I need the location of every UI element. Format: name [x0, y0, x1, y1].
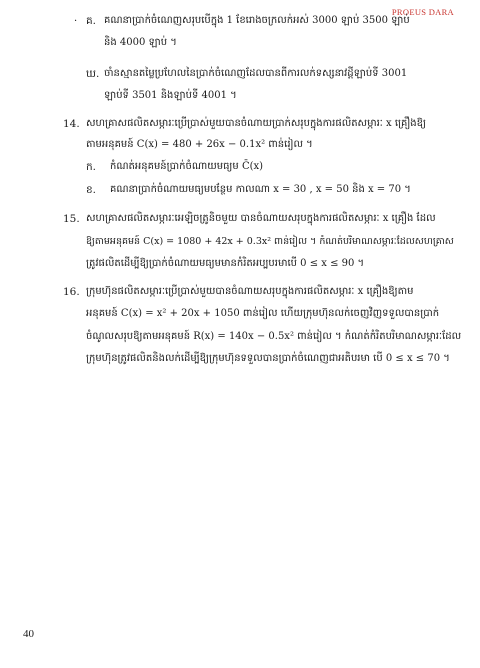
page-number: 40 [23, 628, 34, 640]
item-c-line-1: គណនាប្រាក់ចំណេញសរុបបើក្នុង 1 ខែរោងចក្រលក់អស់ 3000 ឡាប់ 3500 ឡាប់ [104, 15, 410, 26]
item-c-line-2: និង 4000 ឡាប់ ។ [104, 37, 177, 48]
exercise-14-b-text: គណនាប្រាក់ចំណាយមធ្យមបន្ថែម កាលណា x = 30 , x = 50 និង x = 70 ។ [110, 184, 411, 195]
exercise-14-line-1: សហគ្រាសផលិតសម្ភារៈប្រើប្រាស់មួយបានចំណាយប្រាក់សរុបក្នុងការផលិតសម្ភារៈ x គ្រឿងឱ្យ [86, 118, 426, 129]
exercise-14-a-text: កំណត់អនុគមន៍ប្រាក់ចំណាយមធ្យម C̄(x) [110, 161, 264, 172]
item-d-line-1: ចាំនស្មានតម្លៃប្រហែលនៃប្រាក់ចំណេញដែលបានពីការលក់ទស្សនាវដ្តីឡាប់ទី 3001 [104, 68, 408, 79]
item-d-marker: ឃ. [86, 68, 100, 80]
exercise-14-b-marker: ខ. [86, 184, 97, 196]
bullet-dot: · [74, 16, 78, 27]
item-c-marker: គ. [86, 15, 97, 27]
exercise-14-a-marker: ក. [86, 161, 97, 173]
exercise-15-line-2: ឱ្យតាមអនុគមន៍ C(x) = 1080 + 42x + 0.3x² ពាន់រៀល ។ កំណត់បរិមាណសម្ភារៈដែលសហគ្រាស [86, 236, 454, 247]
exercise-15-number: 15. [63, 213, 80, 225]
exercise-16-line-1: ក្រុមហ៊ុនផលិតសម្ភារៈប្រើប្រាស់មួយបានចំណាយសរុបក្នុងការផលិតសម្ភារៈ x គ្រឿងឱ្យតាម [86, 286, 414, 297]
header-author-name: PROEUS DARA [391, 7, 454, 17]
exercise-16-line-4: ក្រុមហ៊ុនត្រូវផលិតនិងលក់ដើម្បីឱ្យក្រុមហ៊ុនទទួលបានប្រាក់ចំណេញជាអតិបរមា បើ 0 ≤ x ≤ 70 ។ [86, 353, 450, 364]
exercise-16-number: 16. [63, 286, 80, 298]
exercise-14-number: 14. [63, 118, 80, 130]
exercise-16-line-2: អនុគមន៍ C(x) = x² + 20x + 1050 ពាន់រៀល ហើយក្រុមហ៊ុនលក់ចេញវិញទទួលបានប្រាក់ [86, 308, 440, 319]
exercise-14-line-2: តាមអនុគមន៍ C(x) = 480 + 26x − 0.1x² ពាន់រៀល ។ [86, 139, 313, 150]
exercise-15-line-1: សហគ្រាសផលិតសម្ភារៈអេឡិចត្រូនិចមួយ បានចំណាយសរុបក្នុងការផលិតសម្ភារៈ x គ្រឿង ដែល [86, 213, 436, 224]
item-d-line-2: ឡាប់ទី 3501 និងឡាប់ទី 4001 ។ [104, 90, 237, 101]
exercise-16-line-3: ចំណូលសរុបឱ្យតាមអនុគមន៍ R(x) = 140x − 0.5x² ពាន់រៀល ។ កំណត់កំរិតបរិមាណសម្ភារៈដែល [86, 331, 462, 342]
exercise-15-line-3: ត្រូវផលិតដើម្បីឱ្យប្រាក់ចំណាយមធ្យមមានកំរិតអប្បបរមាបើ 0 ≤ x ≤ 90 ។ [86, 258, 365, 269]
